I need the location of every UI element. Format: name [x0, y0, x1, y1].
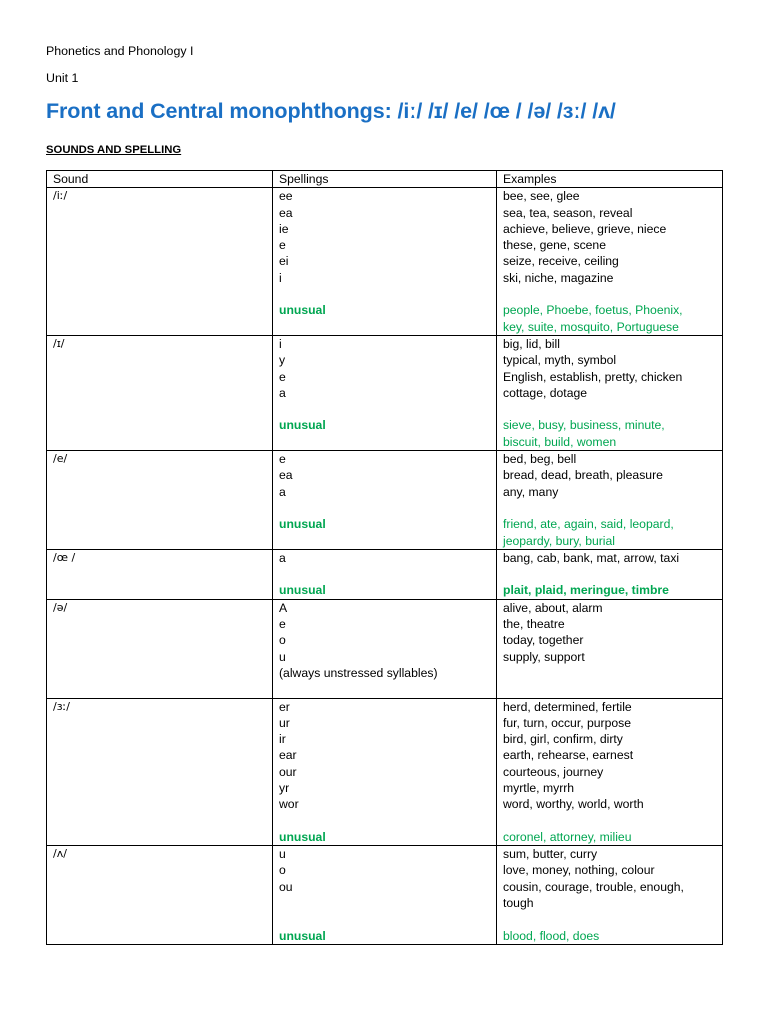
unusual-example-line: biscuit, build, women [503, 434, 617, 449]
spelling-item: ee [279, 189, 293, 204]
unusual-example-line: people, Phoebe, foetus, Phoenix, [503, 303, 683, 318]
sound-symbol: /iː/ [53, 189, 68, 203]
blank-line [279, 401, 490, 417]
sound-cell [47, 188, 273, 336]
blank-line [503, 665, 716, 681]
spelling-item: our [279, 764, 297, 779]
spelling-item: y [279, 353, 286, 368]
blank-line [503, 401, 716, 417]
blank-line [279, 286, 490, 302]
example-line: seize, receive, ceiling [503, 254, 619, 269]
example-line: sea, tea, season, reveal [503, 205, 633, 220]
spelling-item: i [279, 270, 282, 285]
example-line: supply, support [503, 649, 585, 664]
example-line: alive, about, alarm [503, 600, 603, 615]
example-line: bread, dead, breath, pleasure [503, 468, 663, 483]
examples-cell [497, 599, 723, 698]
example-line: courteous, journey [503, 764, 604, 779]
example-line: earth, rehearse, earnest [503, 748, 634, 763]
example-line: cousin, courage, trouble, enough, [503, 879, 684, 894]
examples-cell [497, 846, 723, 945]
spelling-item: a [279, 550, 286, 565]
example-line: English, establish, pretty, chicken [503, 369, 683, 384]
spelling-item: e [279, 617, 286, 632]
sound-cell [47, 698, 273, 846]
example-line: these, gene, scene [503, 238, 606, 253]
blank-line [279, 681, 490, 697]
example-line: big, lid, bill [503, 336, 560, 351]
example-line: love, money, nothing, colour [503, 863, 655, 878]
spelling-item: yr [279, 780, 290, 795]
sound-symbol: /ɪ/ [53, 336, 65, 350]
blank-line [503, 286, 716, 302]
example-line: myrtle, myrrh [503, 780, 575, 795]
unusual-example-line: jeopardy, bury, burial [503, 533, 616, 548]
spellings-cell [273, 335, 497, 450]
example-line: fur, turn, occur, purpose [503, 715, 632, 730]
section-heading: SOUNDS AND SPELLING [46, 144, 182, 156]
unusual-label: unusual [279, 517, 326, 532]
spelling-item: e [279, 238, 286, 253]
example-line: bird, girl, confirm, dirty [503, 732, 623, 747]
unusual-example-line: sieve, busy, business, minute, [503, 418, 665, 433]
unusual-label: unusual [279, 303, 326, 318]
unusual-label: unusual [279, 928, 326, 943]
example-line: typical, myth, symbol [503, 353, 617, 368]
unusual-label: unusual [279, 829, 326, 844]
unusual-label: unusual [279, 418, 326, 433]
spellings-cell [273, 549, 497, 599]
example-line: achieve, believe, grieve, niece [503, 221, 667, 236]
sound-cell [47, 549, 273, 599]
spelling-item: e [279, 452, 286, 467]
example-line: ski, niche, magazine [503, 270, 614, 285]
example-line: bang, cab, bank, mat, arrow, taxi [503, 550, 680, 565]
unusual-label: unusual [279, 583, 326, 598]
examples-cell [497, 188, 723, 336]
table-row [47, 599, 723, 698]
example-line: bed, beg, bell [503, 452, 577, 467]
spellings-cell [273, 451, 497, 550]
spelling-item: ei [279, 254, 289, 269]
blank-line [279, 500, 490, 516]
examples-cell [497, 451, 723, 550]
example-line: herd, determined, fertile [503, 699, 632, 714]
spelling-table [46, 170, 723, 945]
examples-cell [497, 698, 723, 846]
spelling-item: ur [279, 715, 290, 730]
table-row [47, 549, 723, 599]
blank-line [503, 566, 716, 582]
blank-line [279, 566, 490, 582]
spelling-item: er [279, 699, 290, 714]
spellings-cell [273, 188, 497, 336]
blank-line [503, 681, 716, 697]
course-name: Phonetics and Phonology I [46, 44, 194, 58]
blank-line [503, 813, 716, 829]
example-line: sum, butter, curry [503, 847, 598, 862]
spelling-item: i [279, 336, 282, 351]
spelling-item: a [279, 385, 286, 400]
spelling-item: (always unstressed syllables) [279, 665, 438, 680]
table-row [47, 698, 723, 846]
blank-line [279, 434, 490, 450]
spelling-item: ou [279, 879, 293, 894]
spellings-cell [273, 846, 497, 945]
table-row [47, 335, 723, 450]
unusual-example-line: plait, plaid, meringue, timbre [503, 583, 669, 598]
spelling-item: a [279, 484, 286, 499]
example-line: today, together [503, 633, 584, 648]
example-line: cottage, dotage [503, 385, 588, 400]
table-row [47, 188, 723, 336]
header-spellings: Spellings [273, 171, 497, 188]
blank-line [279, 911, 490, 927]
spelling-item: o [279, 863, 286, 878]
blank-line [503, 911, 716, 927]
spelling-item: ea [279, 468, 293, 483]
spellings-cell [273, 698, 497, 846]
spelling-item: e [279, 369, 286, 384]
example-line: word, worthy, world, worth [503, 797, 644, 812]
sound-cell [47, 451, 273, 550]
blank-line [279, 813, 490, 829]
header-examples: Examples [497, 171, 723, 188]
spellings-cell [273, 599, 497, 698]
sound-symbol: /œ / [53, 550, 76, 564]
sound-cell [47, 599, 273, 698]
unusual-example-line: coronel, attorney, milieu [503, 829, 632, 844]
table-row [47, 846, 723, 945]
spelling-item: ir [279, 732, 286, 747]
spelling-item: ea [279, 205, 293, 220]
blank-line [279, 319, 490, 335]
unit-label: Unit 1 [46, 71, 79, 85]
example-line: the, theatre [503, 617, 565, 632]
page-title: Front and Central monophthongs: /iː/ /ɪ/ /e/ /œ / /ə/ /ɜː/ /ʌ/ [46, 99, 616, 123]
table-header-row [47, 171, 723, 188]
spelling-item: u [279, 847, 286, 862]
spelling-item: o [279, 633, 286, 648]
spelling-item: A [279, 600, 288, 615]
spelling-item: ie [279, 221, 289, 236]
sound-symbol: /ʌ/ [53, 847, 67, 861]
spelling-item: u [279, 649, 286, 664]
unusual-example-line: key, suite, mosquito, Portuguese [503, 319, 679, 334]
example-line: bee, see, glee [503, 189, 580, 204]
examples-cell [497, 335, 723, 450]
table-row [47, 451, 723, 550]
examples-cell [497, 549, 723, 599]
spelling-item: wor [279, 797, 299, 812]
sound-symbol: /ə/ [53, 600, 68, 614]
example-line: any, many [503, 484, 559, 499]
sound-cell [47, 846, 273, 945]
sound-symbol: /ɜː/ [53, 699, 70, 713]
header-sound: Sound [47, 171, 273, 188]
blank-line [279, 533, 490, 549]
blank-line [503, 500, 716, 516]
example-line: tough [503, 896, 534, 911]
unusual-example-line: friend, ate, again, said, leopard, [503, 517, 674, 532]
spelling-item: ear [279, 748, 297, 763]
blank-line [279, 895, 490, 911]
unusual-example-line: blood, flood, does [503, 928, 600, 943]
sound-cell [47, 335, 273, 450]
sound-symbol: /e/ [53, 452, 68, 466]
